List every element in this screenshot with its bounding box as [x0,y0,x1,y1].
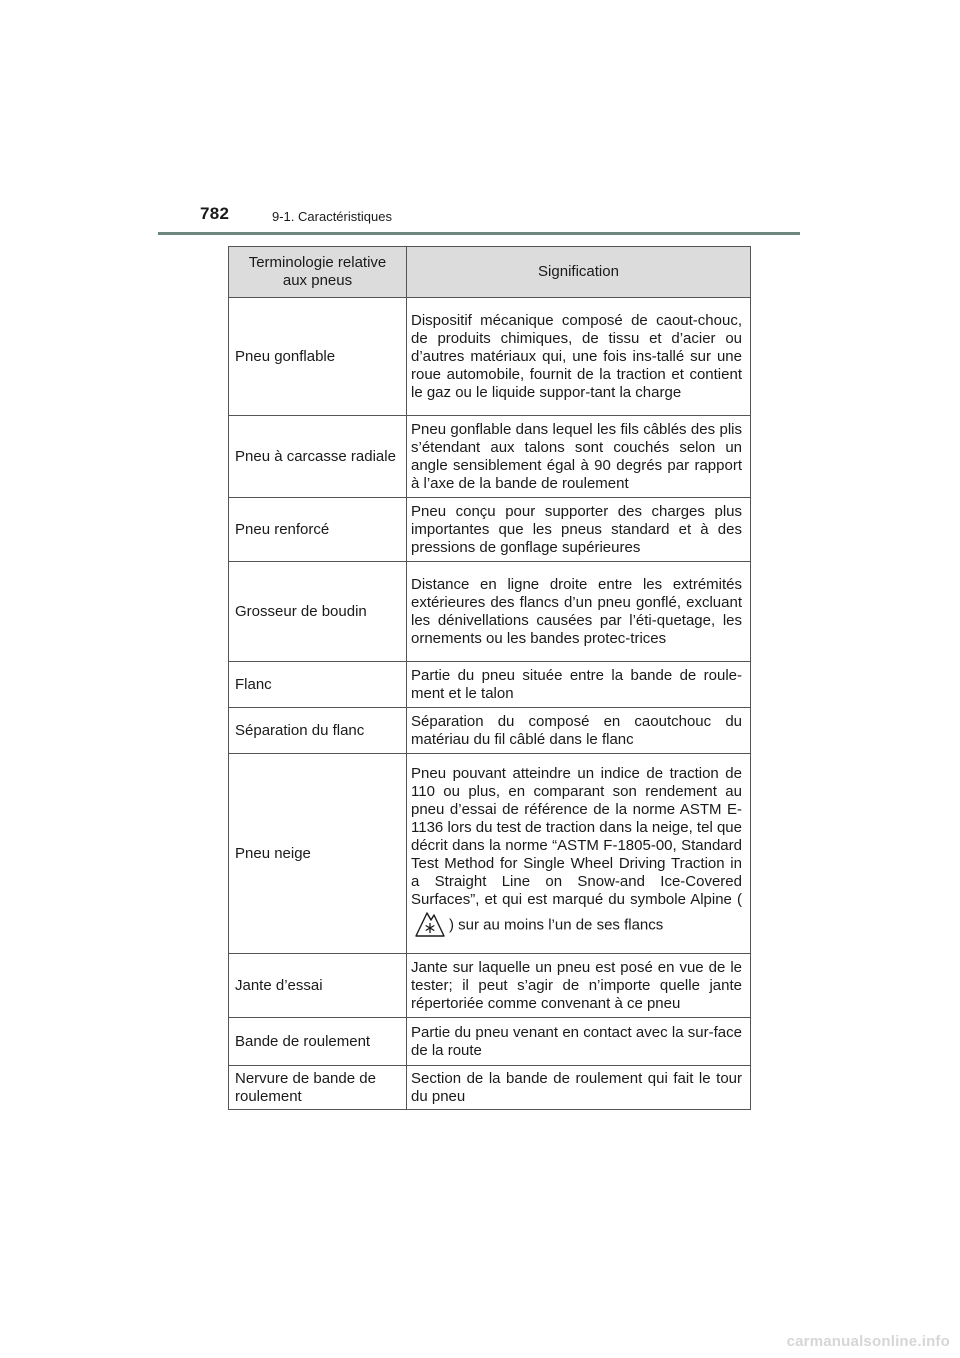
term-cell: Jante d’essai [229,954,407,1018]
tire-terminology-table [228,246,751,1110]
meaning-cell: Pneu gonflable dans lequel les fils câblés des plis s’étendant aux talons sont couchés selon un angle sensiblement égal à 90 degrés par rapport à l’axe de la bande de roulement [407,416,751,498]
meaning-cell: Distance en ligne droite entre les extrémités extérieures des flancs d’un pneu gonflé, excluant les dénivellations causées par l’éti-quetage, les ornements ou les bandes protec-trices [407,562,751,662]
term-cell: Grosseur de boudin [229,562,407,662]
meaning-cell: Partie du pneu située entre la bande de roule-ment et le talon [407,662,751,708]
table-header-row [229,247,751,298]
meaning-cell: Partie du pneu venant en contact avec la sur-face de la route [407,1018,751,1066]
page-number: 782 [200,204,230,223]
meaning-cell: Séparation du composé en caoutchouc du matériau du fil câblé dans le flanc [407,708,751,754]
table-row [229,954,751,1018]
section-title: 9-1. Caractéristiques [272,209,392,224]
table-row [229,498,751,562]
table-row [229,298,751,416]
meaning-cell: Section de la bande de roulement qui fait le tour du pneu [407,1066,751,1110]
header-rule [158,232,800,235]
column-header-meaning: Signification [407,247,751,298]
term-cell: Pneu renforcé [229,498,407,562]
table-row [229,754,751,954]
term-cell: Pneu gonflable [229,298,407,416]
table-row [229,416,751,498]
table-row [229,562,751,662]
meaning-cell: Jante sur laquelle un pneu est posé en vue de le tester; il peut s’agir de n’importe quelle jante répertoriée comme convenant à ce pneu [407,954,751,1018]
column-header-term: Terminologie relative aux pneus [229,247,407,298]
meaning-text-after-icon: ) sur au moins l’un de ses flancs [449,916,664,934]
table-row [229,708,751,754]
term-cell: Pneu neige [229,754,407,954]
meaning-cell [407,754,751,954]
term-cell: Séparation du flanc [229,708,407,754]
footer-watermark: carmanualsonline.info [786,1333,950,1350]
table-row [229,1018,751,1066]
meaning-cell: Pneu conçu pour supporter des charges plus importantes que les pneus standard et à des pressions de gonflage supérieures [407,498,751,562]
term-cell: Pneu à carcasse radiale [229,416,407,498]
meaning-cell: Dispositif mécanique composé de caout-chouc, de produits chimiques, de tissu et d’acier ou d’autres matériaux qui, une fois ins-tallé sur une roue automobile, fournit de la traction et contient le gaz ou le liquide suppor-tant la charge [407,298,751,416]
alpine-snowflake-mountain-icon [415,909,445,942]
meaning-text-before-icon: Pneu pouvant atteindre un indice de traction de 110 ou plus, en comparant son rendement au pneu d’essai de référence de la norme ASTM E-1136 lors du test de traction dans la neige, tel que décrit dans la norme “ASTM F-1805-00, Standard Test Method for Single Wheel Driving Traction in a Straight Line on Snow-and Ice-Covered Surfaces”, et qui est marqué du symbole Alpine ( [411,765,742,908]
term-cell: Bande de roulement [229,1018,407,1066]
term-cell: Flanc [229,662,407,708]
table-row [229,662,751,708]
term-cell: Nervure de bande de roulement [229,1066,407,1110]
table-row [229,1066,751,1110]
